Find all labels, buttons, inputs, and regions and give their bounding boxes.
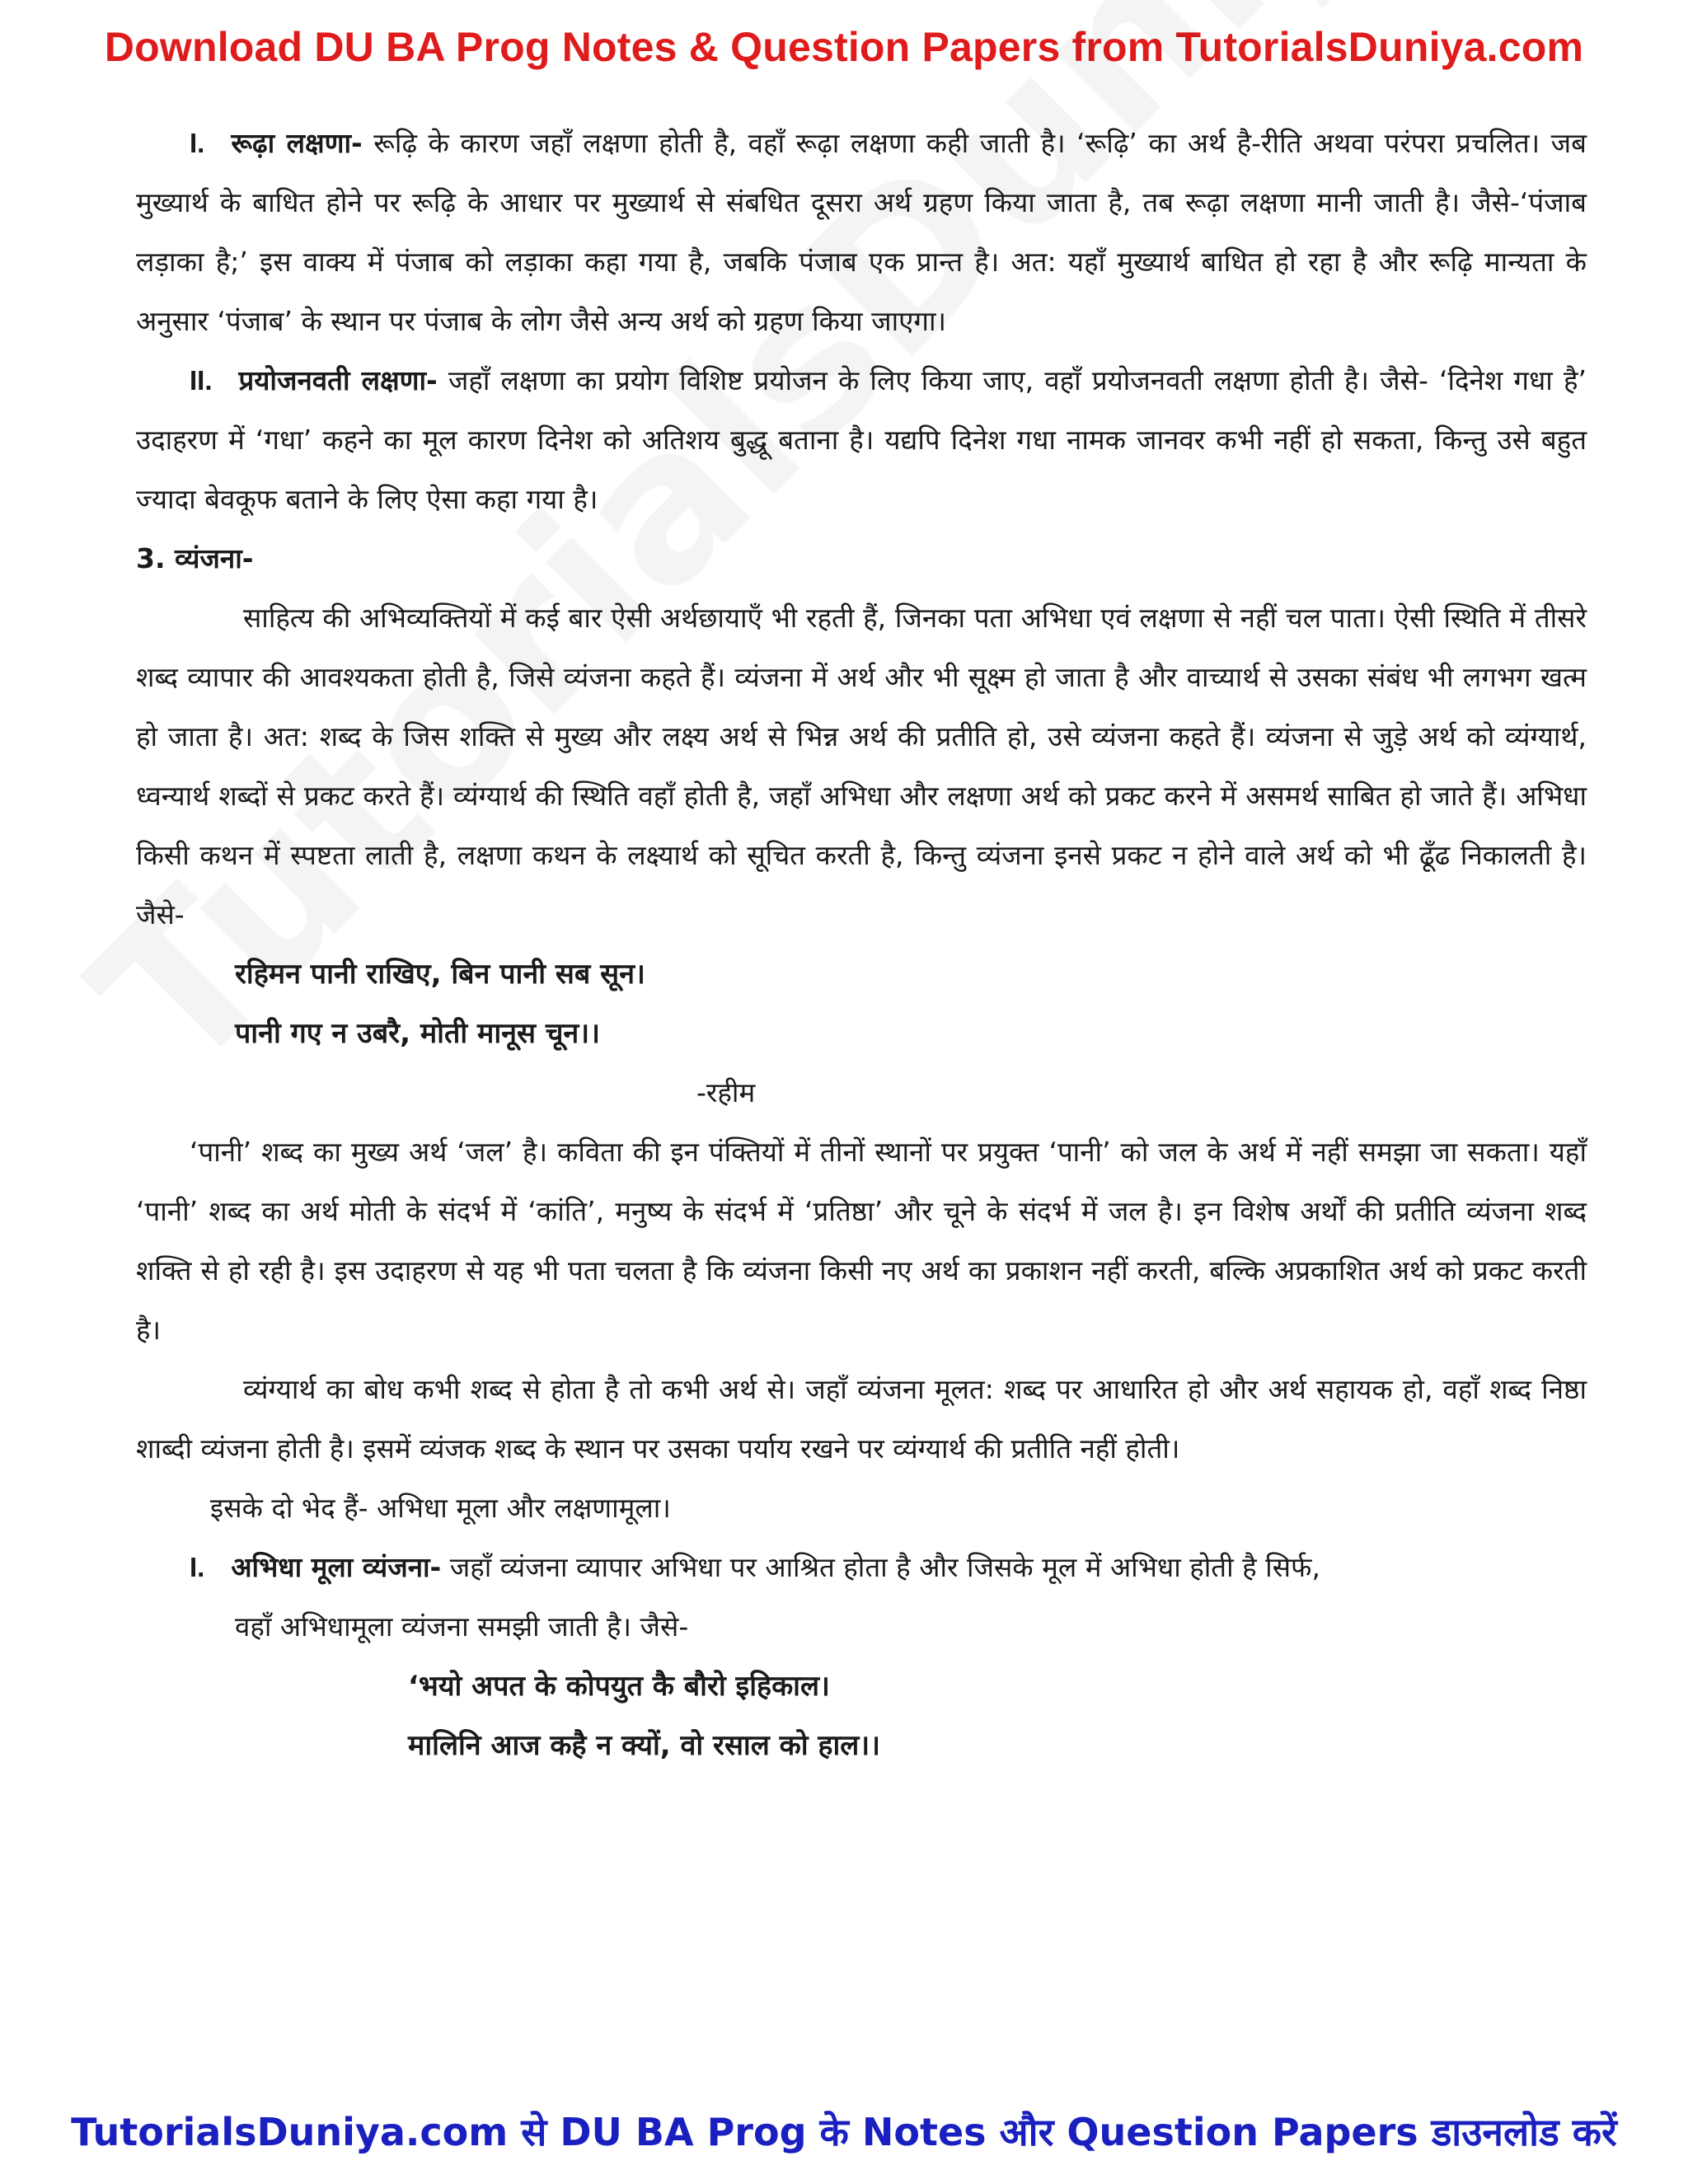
document-body — [136, 114, 1587, 1775]
verse-line: ‘भयो अपत के कोपयुत कै बौरो इहिकाल। — [408, 1670, 830, 1703]
page-header-banner[interactable]: Download DU BA Prog Notes & Question Papers from TutorialsDuniya.com — [104, 24, 1584, 70]
paragraph-prayojanvati-lakshana — [136, 351, 1587, 529]
term-heading: प्रयोजनवती लक्षणा- — [238, 364, 438, 396]
paragraph-pani-explanation: ‘पानी’ शब्द का मुख्य अर्थ ‘जल’ है। कविता की इन पंक्तियों में तीनों स्थानों पर प्रयुक्त ‘पानी’ को जल के अर्थ में नहीं समझा जा सकता। यहाँ ‘पानी’ शब्द का अर्थ मोती के संदर्भ में ‘कांति’, मनुष्य के संदर्भ में ‘प्रतिष्ठा’ और चूने के संदर्भ में जल है। इन विशेष अर्थों की प्रतीति व्यंजना शब्द शक्ति से हो रही है। इस उदाहरण से यह भी पता चलता है कि व्यंजना किसी नए अर्थ का प्रकाशन नहीं करती, बल्कि अप्रकाशित अर्थ को प्रकट करती है। — [136, 1136, 1587, 1346]
paragraph-text: जहाँ लक्षणा का प्रयोग विशिष्ट प्रयोजन के लिए किया जाए, वहाँ प्रयोजनवती लक्षणा होती है। जैसे- ‘दिनेश गधा है’ उदाहरण में ‘गधा’ कहने का मूल कारण दिनेश को अतिशय बुद्धू बताना है। यद्यपि दिनेश गधा नामक जानवर कभी नहीं हो सकता, किन्तु उसे बहुत ज्यादा बेवकूफ बताने के लिए ऐसा कहा गया है। — [136, 364, 1587, 515]
roman-numeral: I. — [190, 1552, 205, 1582]
verse-attribution: -रहीम — [696, 1076, 756, 1108]
paragraph-vyanjana-intro: साहित्य की अभिव्यक्तियों में कई बार ऐसी अर्थछायाएँ भी रहती हैं, जिनका पता अभिधा एवं लक्षणा से नहीं चल पाता। ऐसी स्थिति में तीसरे शब्द व्यापार की आवश्यकता होती है, जिसे व्यंजना कहते हैं। व्यंजना में अर्थ और भी सूक्ष्म हो जाता है और वाच्यार्थ से उसका संबंध भी लगभग खत्म हो जाता है। अत: शब्द के जिस शक्ति से मुख्य और लक्ष्य अर्थ से भिन्न अर्थ की प्रतीति हो, उसे व्यंजना कहते हैं। व्यंजना से जुड़े अर्थ को व्यंग्यार्थ, ध्वन्यार्थ शब्दों से प्रकट करते हैं। व्यंग्यार्थ की स्थिति वहाँ होती है, जहाँ अभिधा और लक्षणा अर्थ को प्रकट करने में असमर्थ साबित हो जाते हैं। अभिधा किसी कथन में स्पष्टता लाती है, लक्षणा कथन के लक्ष्यार्थ को सूचित करती है, किन्तु व्यंजना इनसे प्रकट न होने वाले अर्थ को भी ढूँढ निकालती है। जैसे- — [136, 602, 1587, 930]
term-heading: रूढ़ा लक्षणा- — [231, 127, 363, 159]
roman-numeral: I. — [190, 128, 205, 158]
paragraph-vyangyarth: व्यंग्यार्थ का बोध कभी शब्द से होता है तो कभी अर्थ से। जहाँ व्यंजना मूलत: शब्द पर आधारित हो और अर्थ सहायक हो, वहाँ शब्द निष्ठा शाब्दी व्यंजना होती है। इसमें व्यंजक शब्द के स्थान पर उसका पर्याय रखने पर व्यंग्यार्थ की प्रतीति नहीं होती। — [136, 1373, 1587, 1465]
paragraph-rudha-lakshana — [136, 114, 1587, 351]
paragraph-text: जहाँ व्यंजना व्यापार अभिधा पर आश्रित होता है और जिसके मूल में अभिधा होती है सिर्फ, — [449, 1551, 1320, 1583]
verse-line: मालिनि आज कहै न क्यों, वो रसाल को हाल।। — [408, 1729, 881, 1762]
paragraph-abhidha-mula — [136, 1538, 1587, 1597]
roman-numeral: II. — [190, 365, 213, 396]
term-heading: अभिधा मूला व्यंजना- — [231, 1551, 442, 1583]
paragraph-bhed: इसके दो भेद हैं- अभिधा मूला और लक्षणामूला। — [210, 1492, 671, 1524]
section-heading-vyanjana: 3. व्यंजना- — [136, 542, 254, 574]
page-footer-banner[interactable]: TutorialsDuniya.com से DU BA Prog के Notes और Question Papers डाउनलोड करें — [71, 2110, 1617, 2154]
verse-line: पानी गए न उबरै, मोती मानूस चून।। — [235, 1017, 601, 1050]
paragraph-abhidha-continuation: वहाँ अभिधामूला व्यंजना समझी जाती है। जैसे- — [235, 1610, 689, 1643]
paragraph-text: रूढ़ि के कारण जहाँ लक्षणा होती है, वहाँ रूढ़ा लक्षणा कही जाती है। ‘रूढ़ि’ का अर्थ है-रीति अथवा परंपरा प्रचलित। जब मुख्यार्थ के बाधित होने पर रूढ़ि के आधार पर मुख्यार्थ से संबधित दूसरा अर्थ ग्रहण किया जाता है, तब रूढ़ा लक्षणा मानी जाती है। जैसे-‘पंजाब लड़ाका है;’ इस वाक्य में पंजाब को लड़ाका कहा गया है, जबकि पंजाब एक प्रान्त है। अत: यहाँ मुख्यार्थ बाधित हो रहा है और रूढ़ि मान्यता के अनुसार ‘पंजाब’ के स्थान पर पंजाब के लोग जैसे अन्य अर्थ को ग्रहण किया जाएगा। — [136, 127, 1587, 337]
verse-line: रहिमन पानी राखिए, बिन पानी सब सून। — [235, 958, 645, 991]
